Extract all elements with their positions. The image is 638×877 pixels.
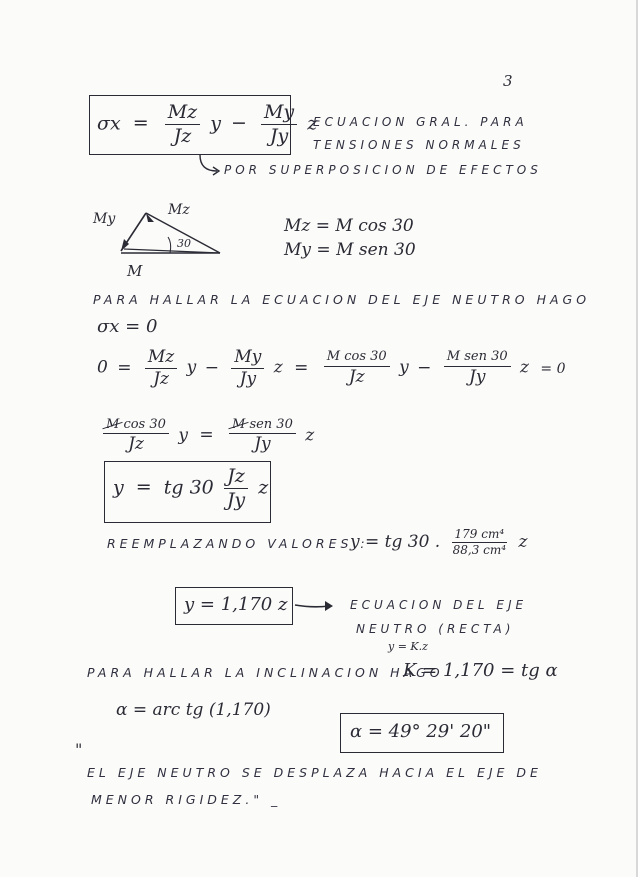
variable-z: z [520,357,530,378]
minus-sign: − [204,357,219,378]
sigma-zero-equation: σx = 0 [97,316,158,337]
fraction-mz-jz [145,348,177,388]
note-neutral-axis-equation: ECUACION DEL EJE [350,598,528,612]
fraction-denominator: Jy [469,366,486,387]
fraction-denominator: Jy [254,434,271,455]
fraction-msen-jy [444,350,511,386]
equals-sign: = [117,357,132,378]
fraction-numerator [103,418,169,434]
variable-y: y [186,357,197,378]
fraction-denominator: 88,3 cm⁴ [452,543,507,558]
conclusion-line-1: EL EJE NEUTRO SE DESPLAZA HACIA EL EJE DE [87,765,542,780]
fraction-denominator: Jy [226,488,246,511]
replace-values-label: REEMPLAZANDO VALORES : [107,536,369,551]
variable-y: y [399,357,409,378]
superposition-arrow-icon [195,153,225,179]
expanded-equation [97,348,566,388]
equals-sign: = [132,112,149,135]
fraction-numerator [229,418,296,434]
minus-sign: − [231,112,247,135]
fraction-denominator: Jz [348,366,365,387]
inclination-title: PARA HALLAR LA INCLINACION HAGO [87,665,444,680]
result-equation: y = 1,170 z [184,594,288,615]
fraction-mcos-jz [324,350,390,386]
equals-sign: = [135,476,152,499]
variable-y: y [210,112,221,135]
stress-equation [97,102,317,147]
replace-values-equation [350,528,527,557]
tangent-term: y = tg 30 . [350,532,441,553]
conclusion-line-2: MENOR RIGIDEZ." _ [91,792,282,807]
variable-z: z [307,112,318,135]
minus-sign: − [417,357,432,378]
fraction-denominator: Jz [128,434,144,455]
note-general-equation: ECUACION GRAL. PARA [313,115,528,129]
fraction-numerator: My [231,348,264,369]
variable-z: z [518,532,528,553]
note-neutral-line: NEUTRO (RECTA) [356,622,515,636]
fraction-jz-jy [224,466,248,511]
neutral-axis-equation [113,466,268,511]
cos-term: cos 30 [123,417,166,432]
sen-term: sen 30 [249,417,293,432]
cancelled-m: M [106,417,120,432]
fraction-numerator: 179 cm⁴ [452,528,508,543]
fraction-left [103,418,169,454]
fraction-numerator: Mz [165,102,200,125]
label-mz: Mz [168,202,190,218]
equals-zero: = 0 [540,360,566,377]
cancelled-m: M [231,417,246,432]
label-m: M [127,262,143,280]
alpha-equation: α = arc tg (1,170) [116,700,271,720]
fraction-numerator: M cos 30 [324,350,390,366]
zero: 0 [97,357,108,378]
variable-z: z [305,425,315,446]
fraction-denominator: Jz [173,124,192,147]
variable-z: z [258,476,269,499]
label-angle: 30 [177,237,191,250]
cancellation-equation [99,418,314,454]
fraction-denominator: Jy [239,368,257,389]
fraction-values [450,528,509,557]
sigma-x: σx [97,112,121,135]
moment-vector-diagram [88,195,228,285]
fraction-denominator: Jz [153,368,169,389]
fraction-numerator: My [261,102,297,125]
label-my: My [93,211,116,227]
note-superposition: POR SUPERPOSICION DE EFECTOS [224,163,542,177]
fraction-my-jy [261,102,297,147]
fraction-denominator: Jy [269,124,289,147]
mz-component-equation: Mz = M cos 30 [284,216,414,236]
variable-y: y [178,425,188,446]
variable-y: y [113,476,124,499]
fraction-numerator: M sen 30 [444,350,511,366]
fraction-my-jy [231,348,264,388]
my-component-equation: My = M sen 30 [284,240,416,260]
result-arrow-icon [293,598,337,614]
note-line-form: y = K.z [388,640,428,653]
alpha-result: α = 49° 29' 20" [350,721,492,742]
note-normal-stresses: TENSIONES NORMALES [313,138,525,152]
opening-quote: " [75,740,83,759]
variable-z: z [273,357,283,378]
fraction-numerator: Jz [224,466,248,489]
page-number: 3 [503,72,513,90]
fraction-right [229,418,296,454]
k-equation: K = 1,170 = tg α [403,660,558,681]
neutral-axis-title: PARA HALLAR LA ECUACION DEL EJE NEUTRO HAGO [93,292,591,307]
equals-sign: = [199,425,214,446]
fraction-mz-jz [165,102,200,147]
equals-sign: = [294,357,309,378]
fraction-numerator: Mz [145,348,177,369]
tangent-term: tg 30 [163,476,214,499]
